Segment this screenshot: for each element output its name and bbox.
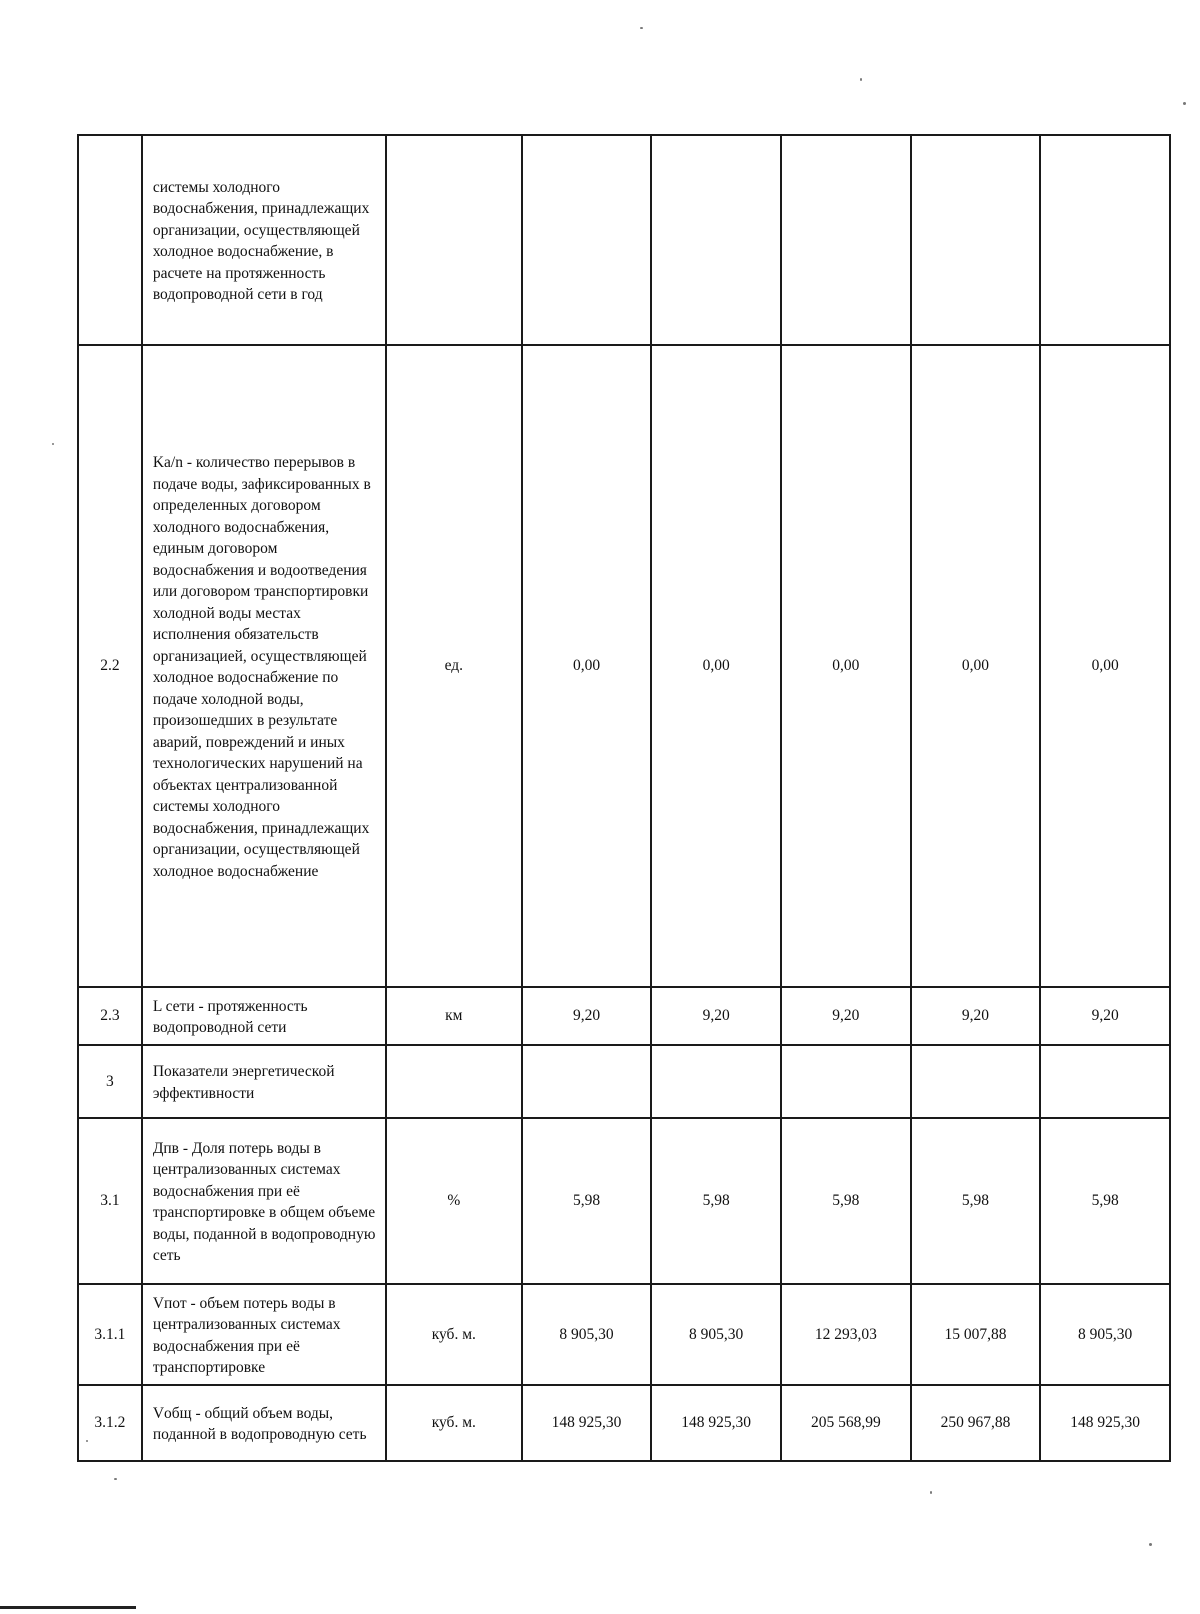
row-description: L сети - протяженность водопроводной сети xyxy=(142,987,386,1045)
table-row xyxy=(78,135,1170,345)
table-row xyxy=(78,1284,1170,1385)
row-unit: ед. xyxy=(386,345,522,987)
value-cell: 5,98 xyxy=(1040,1118,1170,1284)
value-cell: 9,20 xyxy=(781,987,911,1045)
value-cell xyxy=(781,1045,911,1118)
table-row xyxy=(78,987,1170,1045)
scan-speck xyxy=(86,1440,88,1442)
row-number: 2.3 xyxy=(78,987,142,1045)
scan-speck xyxy=(640,27,643,29)
row-number: 3.1 xyxy=(78,1118,142,1284)
scan-speck xyxy=(1149,1543,1152,1546)
value-cell: 8 905,30 xyxy=(651,1284,781,1385)
row-unit: % xyxy=(386,1118,522,1284)
value-cell xyxy=(781,135,911,345)
value-cell: 5,98 xyxy=(781,1118,911,1284)
scan-speck xyxy=(1183,102,1186,105)
row-description: Ka/n - количество перерывов в подаче воды, зафиксированных в определенных договором холодного водоснабжения, единым договором водоснабжения и водоотведения или договором транспортировки холодной воды местах исполнения обязательств организацией, осуществляющей холодное водоснабжение по подаче холодной воды, произошедших в результате аварий, повреждений и иных технологических нарушений на объектах централизованной системы холодного водоснабжения, принадлежащих организации, осуществляющей холодное водоснабжение xyxy=(142,345,386,987)
row-number: 3.1.1 xyxy=(78,1284,142,1385)
value-cell: 148 925,30 xyxy=(522,1385,652,1461)
scan-speck xyxy=(930,1491,932,1494)
scan-speck xyxy=(52,443,54,445)
value-cell: 8 905,30 xyxy=(522,1284,652,1385)
row-number xyxy=(78,135,142,345)
table-row xyxy=(78,1118,1170,1284)
value-cell xyxy=(1040,135,1170,345)
row-description: Vобщ - общий объем воды, поданной в водопроводную сеть xyxy=(142,1385,386,1461)
value-cell xyxy=(651,135,781,345)
value-cell xyxy=(651,1045,781,1118)
indicators-table xyxy=(77,134,1171,1462)
value-cell: 15 007,88 xyxy=(911,1284,1041,1385)
value-cell: 9,20 xyxy=(651,987,781,1045)
value-cell xyxy=(911,135,1041,345)
value-cell: 9,20 xyxy=(522,987,652,1045)
row-unit: куб. м. xyxy=(386,1385,522,1461)
value-cell: 8 905,30 xyxy=(1040,1284,1170,1385)
value-cell: 0,00 xyxy=(1040,345,1170,987)
value-cell: 0,00 xyxy=(522,345,652,987)
row-number: 2.2 xyxy=(78,345,142,987)
value-cell xyxy=(522,135,652,345)
value-cell: 148 925,30 xyxy=(651,1385,781,1461)
table-row xyxy=(78,345,1170,987)
value-cell: 9,20 xyxy=(1040,987,1170,1045)
row-description: Vпот - объем потерь воды в централизованных системах водоснабжения при её транспортировке xyxy=(142,1284,386,1385)
value-cell xyxy=(1040,1045,1170,1118)
value-cell: 12 293,03 xyxy=(781,1284,911,1385)
scan-speck xyxy=(114,1478,117,1480)
row-unit: км xyxy=(386,987,522,1045)
table-row xyxy=(78,1045,1170,1118)
scan-speck xyxy=(860,78,862,81)
value-cell: 0,00 xyxy=(911,345,1041,987)
value-cell: 205 568,99 xyxy=(781,1385,911,1461)
value-cell: 5,98 xyxy=(651,1118,781,1284)
page-edge-line xyxy=(0,1606,136,1609)
row-description: Показатели энергетической эффективности xyxy=(142,1045,386,1118)
row-unit xyxy=(386,135,522,345)
row-number: 3 xyxy=(78,1045,142,1118)
value-cell: 9,20 xyxy=(911,987,1041,1045)
row-unit xyxy=(386,1045,522,1118)
value-cell xyxy=(911,1045,1041,1118)
table-row xyxy=(78,1385,1170,1461)
row-description: системы холодного водоснабжения, принадлежащих организации, осуществляющей холодное водоснабжение, в расчете на протяженность водопроводной сети в год xyxy=(142,135,386,345)
value-cell: 148 925,30 xyxy=(1040,1385,1170,1461)
value-cell: 250 967,88 xyxy=(911,1385,1041,1461)
row-unit: куб. м. xyxy=(386,1284,522,1385)
row-description: Дпв - Доля потерь воды в централизованных системах водоснабжения при её транспортировке в общем объеме воды, поданной в водопроводную сеть xyxy=(142,1118,386,1284)
value-cell: 0,00 xyxy=(781,345,911,987)
value-cell: 0,00 xyxy=(651,345,781,987)
row-number: 3.1.2 xyxy=(78,1385,142,1461)
value-cell xyxy=(522,1045,652,1118)
value-cell: 5,98 xyxy=(911,1118,1041,1284)
value-cell: 5,98 xyxy=(522,1118,652,1284)
